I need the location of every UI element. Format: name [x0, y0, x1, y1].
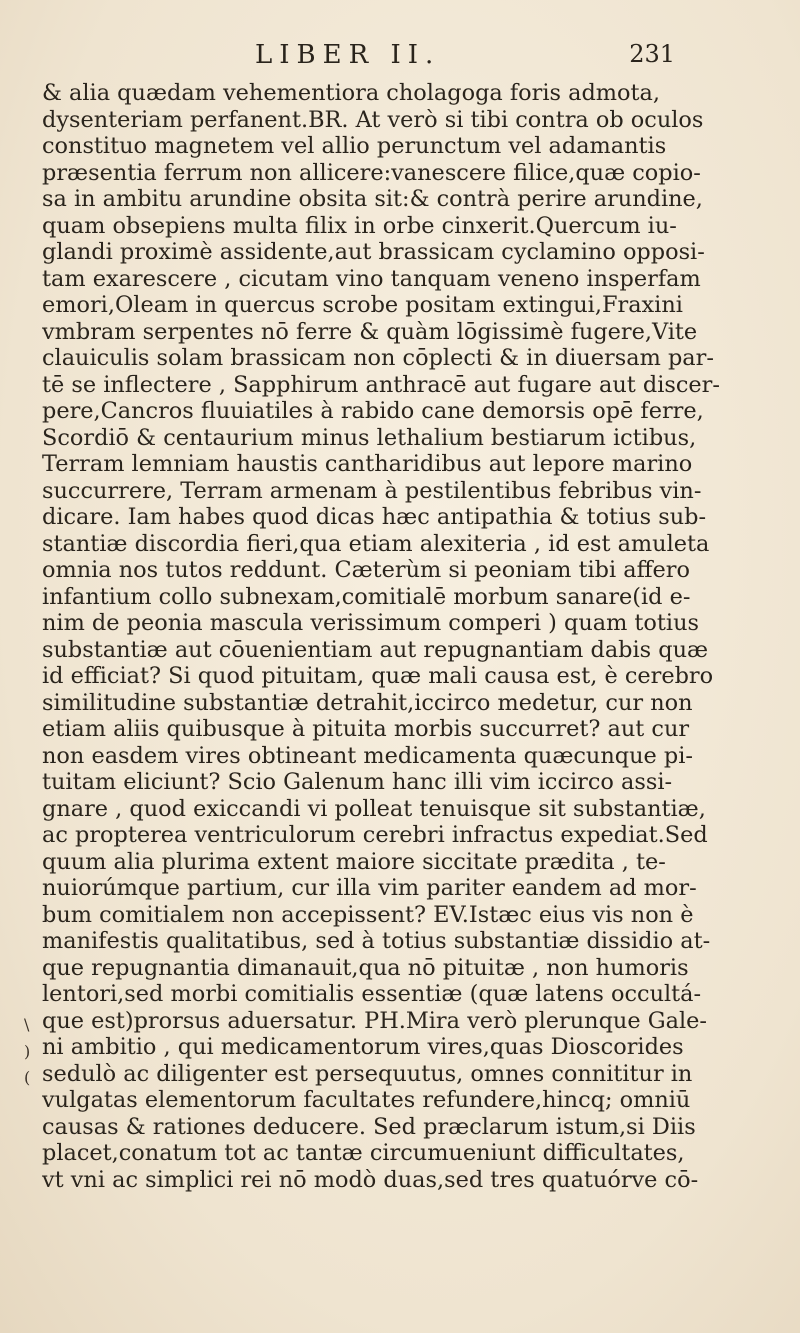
body-text: [42, 80, 772, 1193]
text-line: dysenteriam perfanent.BR. At verò si tibi contra ob oculos: [42, 106, 704, 133]
text-line: tē se inflectere , Sapphirum anthracē aut fugare aut discer-: [42, 371, 720, 398]
text-line: gnare , quod exiccandi vi polleat tenuisque sit substantiæ,: [42, 795, 706, 822]
text-line: emori,Oleam in quercus scrobe positam extingui,Fraxini: [42, 292, 683, 318]
page-header: [255, 40, 675, 80]
text-line: stantiæ discordia fieri,qua etiam alexiteria , id est amuleta: [42, 530, 710, 557]
text-line: tuitam eliciunt? Scio Galenum hanc illi vim iccirco assi-: [42, 769, 673, 795]
text-line: que est)prorsus aduersatur. PH.Mira verò plerunque Gale-: [42, 1007, 707, 1034]
text-line: omnia nos tutos reddunt. Cæterùm si peoniam tibi affero: [42, 557, 690, 583]
text-line: placet,conatum tot ac tantæ circumueniunt difficultates,: [42, 1140, 685, 1166]
text-line: vmbram serpentes nō ferre & quàm lōgissimè fugere,Vite: [42, 318, 698, 345]
text-line: etiam aliis quibusque à pituita morbis succurret? aut cur: [42, 716, 690, 742]
text-line: substantiæ aut cōuenientiam aut repugnantiam dabis quæ: [42, 636, 709, 663]
margin-marks: [24, 1012, 42, 1092]
text-line: dicare. Iam habes quod dicas hæc antipathia & totius sub-: [42, 504, 707, 530]
text-line: Terram lemniam haustis cantharidibus aut lepore marino: [42, 451, 693, 477]
text-line: præsentia ferrum non allicere:vanescere filice,quæ copio-: [42, 159, 701, 186]
text-line: que repugnantia dimanauit,qua nō pituitæ , non humoris: [42, 954, 689, 981]
text-line: id efficiat? Si quod pituitam, quæ mali causa est, è cerebro: [42, 663, 714, 689]
text-line: quum alia plurima extent maiore siccitate prædita , te-: [42, 848, 666, 875]
text-line: & alia quædam vehementiora cholagoga foris admota,: [42, 80, 660, 106]
text-line: bum comitialem non accepissent? EV.Istæc eius vis non è: [42, 901, 694, 928]
text-line: ac propterea ventriculorum cerebri infractus expediat.Sed: [42, 822, 708, 848]
text-line: similitudine substantiæ detrahit,iccirco medetur, cur non: [42, 689, 693, 716]
text-line: pere,Cancros fluuiatiles à rabido cane demorsis opē ferre,: [42, 398, 704, 424]
text-line: succurrere, Terram armenam à pestilentibus febribus vin-: [42, 477, 702, 504]
text-line: constituo magnetem vel allio perunctum vel adamantis: [42, 133, 667, 159]
page-number: 231: [629, 40, 675, 68]
text-line: glandi proximè assidente,aut brassicam cyclamino opposi-: [42, 239, 705, 265]
running-title: LIBER II.: [255, 40, 441, 70]
text-line: ni ambitio , qui medicamentorum vires,quas Dioscorides: [42, 1034, 684, 1060]
text-line: vt vni ac simplici rei nō modò duas,sed tres quatuórve cō-: [42, 1166, 699, 1193]
text-line: nuiorúmque partium, cur illa vim pariter eandem ad mor-: [42, 875, 697, 901]
text-line: tam exarescere , cicutam vino tanquam veneno insperfam: [42, 265, 701, 292]
text-line: quam obsepiens multa filix in orbe cinxerit.Quercum iu-: [42, 212, 677, 239]
text-line: nim de peonia masculа verissimum comperi ) quam totius: [42, 610, 699, 636]
text-line: sa in ambitu arundine obsita sit:& contrà perire arundine,: [42, 186, 703, 212]
margin-bracket-mark: ): [24, 1041, 31, 1061]
text-line: lentori,sed morbi comitialis essentiæ (quæ latens occultá-: [42, 981, 702, 1007]
text-line: manifestis qualitatibus, sed à totius substantiæ dissidio at-: [42, 928, 711, 954]
text-line: non easdem vires obtineant medicamenta quæcunque pi-: [42, 742, 693, 769]
text-line: Scordiō & centaurium minus lethalium bestiarum ictibus,: [42, 424, 697, 451]
text-line: vulgatas elementorum facultates refundere,hincq; omniū: [42, 1087, 691, 1113]
margin-bracket-mark: (: [24, 1068, 31, 1087]
text-line: sedulò ac diligenter est persequutus, omnes connititur in: [42, 1060, 693, 1087]
text-line: causas & rationes deducere. Sed præclarum istum,si Diis: [42, 1113, 696, 1140]
text-line: infantium collo subnexam,comitialē morbum sanare(id e-: [42, 583, 691, 610]
text-line: clauiculis solam brassicam non cōplecti & in diuersam par-: [42, 345, 714, 371]
margin-bracket-mark: \: [24, 1015, 30, 1034]
